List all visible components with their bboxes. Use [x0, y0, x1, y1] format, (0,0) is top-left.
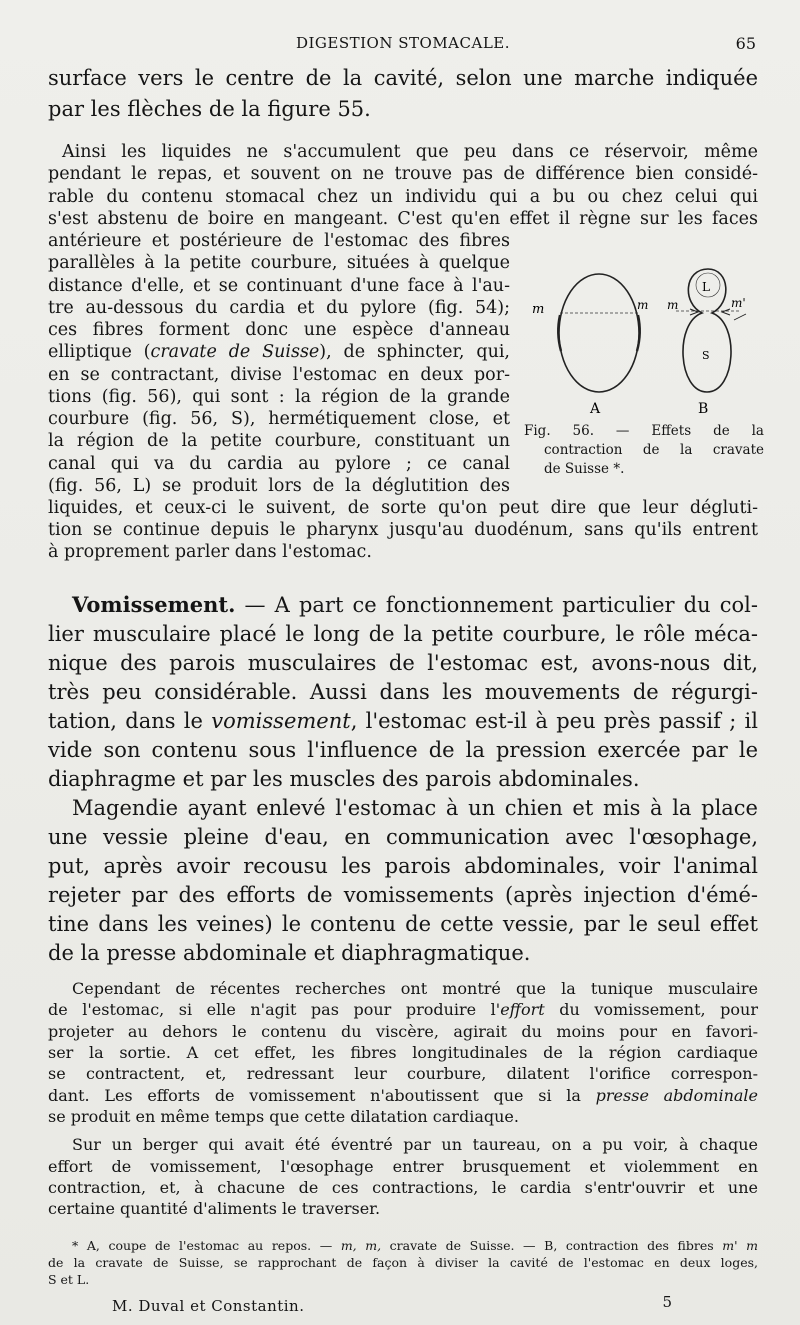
page-header [48, 34, 758, 58]
text-line: Ainsi les liquides ne s'accumulent que peu dans ce réservoir, même [62, 142, 758, 162]
figure-caption [524, 422, 764, 479]
caption-line: contraction de la cravate [544, 442, 764, 458]
section-heading: Vomissement. [72, 592, 236, 617]
text-line: projeter au dehors le contenu du viscère, agirait du moins pour en favori- [48, 1022, 758, 1041]
footnote-line: de la cravate de Suisse, se rapprochant de façon à diviser la cavité de l'estomac en deux loges, [48, 1255, 758, 1270]
text-line: tine dans les veines) le contenu de cette vessie, par le seul effet [48, 912, 758, 936]
text-line: Cependant de récentes recherches ont montré que la tunique musculaire [72, 979, 758, 998]
text-line: (fig. 56, L) se produit lors de la déglutition des [48, 476, 510, 496]
text-line: tion se continue depuis le pharynx jusqu'au duodénum, sans qu'ils entrent [48, 520, 758, 540]
text-line: Sur un berger qui avait été éventré par un taureau, on a pu voir, à chaque [72, 1135, 758, 1154]
page-number: 65 [735, 34, 756, 53]
text-line: Magendie ayant enlevé l'estomac à un chien et mis à la place [72, 796, 758, 820]
text-line: antérieure et postérieure de l'estomac des fibres [48, 231, 510, 251]
text-line: contraction, et, à chacune de ces contractions, le cardia s'entr'ouvrir et une [48, 1178, 758, 1197]
text-line: tre au-dessous du cardia et du pylore (fig. 54); [48, 298, 510, 318]
text-line: ces fibres forment donc une espèce d'anneau [48, 320, 510, 340]
running-title: DIGESTION STOMACALE. [295, 34, 511, 52]
text-line: par les flèches de la figure 55. [48, 97, 371, 121]
text-line: une vessie pleine d'eau, en communication avec l'œsophage, [48, 825, 758, 849]
text-line: effort de vomissement, l'œsophage entrer brusquement et violemment en [48, 1157, 758, 1176]
text-line: dant. Les efforts de vomissement n'aboutissent que si la presse abdominale [48, 1086, 758, 1105]
text-line: de l'estomac, si elle n'agit pas pour produire l'effort du vomissement, pour [48, 1000, 758, 1019]
label-m-prime: m' [731, 296, 746, 310]
text-line: surface vers le centre de la cavité, selon une marche indiquée [48, 66, 758, 90]
text-line: distance d'elle, et se continuant d'une face à l'au- [48, 276, 510, 296]
caption-line: Fig. 56. — Effets de la [524, 423, 764, 439]
text-line: ser la sortie. A cet effet, les fibres longitudinales de la région cardiaque [48, 1043, 758, 1062]
text-line: très peu considérable. Aussi dans les mouvements de régurgi- [48, 680, 758, 704]
label-L: L [702, 280, 710, 294]
text-line: la région de la petite courbure, constituant un [48, 431, 510, 451]
figure-drawing [524, 255, 764, 425]
text-line: elliptique (cravate de Suisse), de sphincter, qui, [48, 342, 510, 362]
caption-line: de Suisse *. [544, 461, 625, 477]
text-line: vide son contenu sous l'influence de la pression exercée par le [48, 738, 758, 762]
text-line: rejeter par des efforts de vomissements (après injection d'émé- [48, 883, 758, 907]
text-line: diaphragme et par les muscles des parois abdominales. [48, 767, 640, 791]
label-m-center: m [637, 298, 649, 312]
text-line: en se contractant, divise l'estomac en deux por- [48, 365, 510, 385]
text-line: liquides, et ceux-ci le suivent, de sorte qu'on peut dire que leur dégluti- [48, 498, 758, 518]
text-line: lier musculaire placé le long de la petite courbure, le rôle méca- [48, 622, 758, 646]
label-m-right: m [667, 298, 679, 312]
text-line: put, après avoir recousu les parois abdominales, voir l'animal [48, 854, 758, 878]
label-m-left: m [532, 302, 545, 317]
text-line: rable du contenu stomacal chez un individu qui a bu ou chez celui qui [48, 187, 758, 207]
text-line: nique des parois musculaires de l'estomac est, avons-nous dit, [48, 651, 758, 675]
text-line: de la presse abdominale et diaphragmatique. [48, 941, 531, 965]
text-line: à proprement parler dans l'estomac. [48, 542, 372, 562]
text-line: se produit en même temps que cette dilatation cardiaque. [48, 1107, 519, 1126]
text-line: certaine quantité d'aliments le traverser. [48, 1199, 381, 1218]
text-line: canal qui va du cardia au pylore ; ce canal [48, 454, 510, 474]
text-line: courbure (fig. 56, S), hermétiquement close, et [48, 409, 510, 429]
footnote-line: * A, coupe de l'estomac au repos. — m, m, cravate de Suisse. — B, contraction des fibres m' m [72, 1238, 759, 1253]
page-footer [112, 1293, 672, 1317]
signature-mark: 5 [662, 1293, 672, 1311]
text-line: se contractent, et, redressant leur courbure, dilatent l'orifice correspon- [48, 1064, 758, 1083]
text-line: pendant le repas, et souvent on ne trouve pas de différence bien considé- [48, 164, 758, 184]
text-line: Vomissement. — A part ce fonctionnement particulier du col- [72, 592, 758, 617]
label-B: B [698, 401, 709, 417]
footnote-line: S et L. [48, 1272, 90, 1287]
label-A: A [590, 401, 601, 417]
authors: M. Duval et Constantin. [112, 1297, 305, 1315]
text-line: tions (fig. 56), qui sont : la région de la grande [48, 387, 510, 407]
label-S: S [702, 349, 710, 362]
text-line: parallèles à la petite courbure, situées à quelque [48, 253, 510, 273]
text-line: s'est abstenu de boire en mangeant. C'est qu'en effet il règne sur les faces [48, 209, 758, 229]
text-line: tation, dans le vomissement, l'estomac est-il à peu près passif ; il [48, 709, 758, 733]
